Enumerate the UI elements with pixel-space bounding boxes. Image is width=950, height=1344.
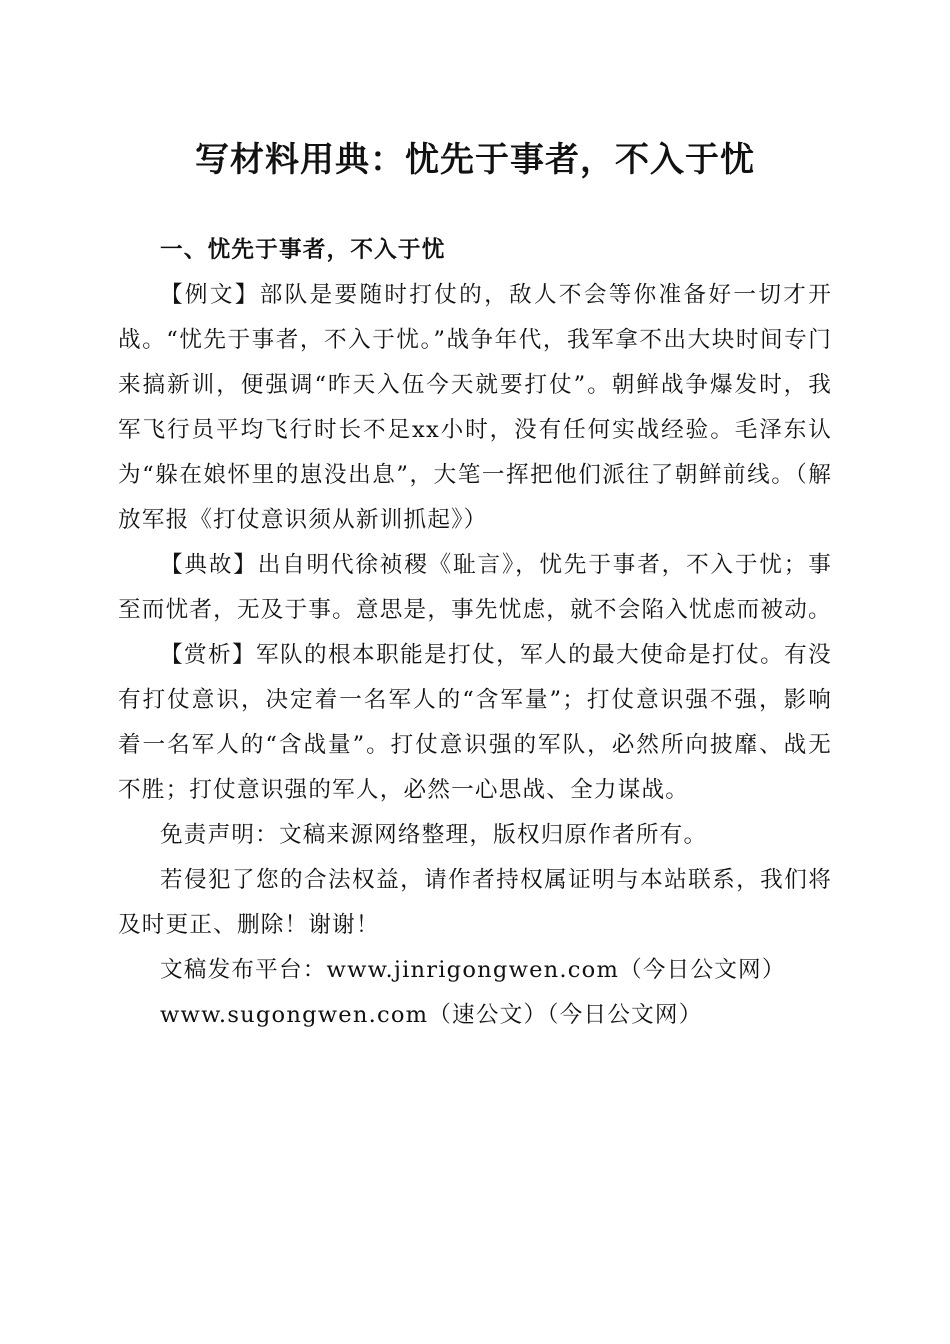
example-text: 部队是要随时打仗的，敌人不会等你准备好一切才开战。“忧先于事者，不入于忧。”战争年代，我军拿不出大块时间专门来搞新训，便强调“昨天入伍今天就要打仗”。朝鲜战争爆发时，我军飞行员平均飞行时长不足xx小时，没有任何实战经验。毛泽东认为“躲在娘怀里的崽没出息”，大笔一挥把他们派往了朝鲜前线。（解放军报《打仗意识须从新训抓起》） [118,282,832,533]
example-paragraph [118,273,832,543]
appreciation-text: 军队的根本职能是打仗，军人的最大使命是打仗。有没有打仗意识，决定着一名军人的“含军量”；打仗意识强不强，影响着一名军人的“含战量”。打仗意识强的军队，必然所向披靡、战无不胜；打仗意识强的军人，必然一心思战、全力谋战。 [118,642,832,803]
infringement-paragraph: 若侵犯了您的合法权益，请作者持权属证明与本站联系，我们将及时更正、删除！谢谢！ [118,867,832,938]
appreciation-label: 【赏析】 [160,642,257,668]
document-body [118,228,832,1038]
platform-line-1: 文稿发布平台：www.jinrigongwen.com（今日公文网） [160,957,786,983]
example-label: 【例文】 [160,282,260,308]
allusion-paragraph [118,543,832,633]
document-title: 写材料用典：忧先于事者，不入于忧 [195,140,755,180]
allusion-label: 【典故】 [160,552,258,578]
platform-line-2: www.sugongwen.com（速公文）（今日公文网） [160,1002,703,1028]
document-page [118,0,832,1344]
disclaimer-paragraph: 免责声明：文稿来源网络整理，版权归原作者所有。 [160,822,708,848]
appreciation-paragraph [118,633,832,813]
section-heading: 一、忧先于事者，不入于忧 [160,237,446,263]
allusion-text: 出自明代徐祯稷《耻言》，忧先于事者，不入于忧；事至而忧者，无及于事。意思是，事先忧虑，就不会陷入忧虑而被动。 [118,552,832,623]
